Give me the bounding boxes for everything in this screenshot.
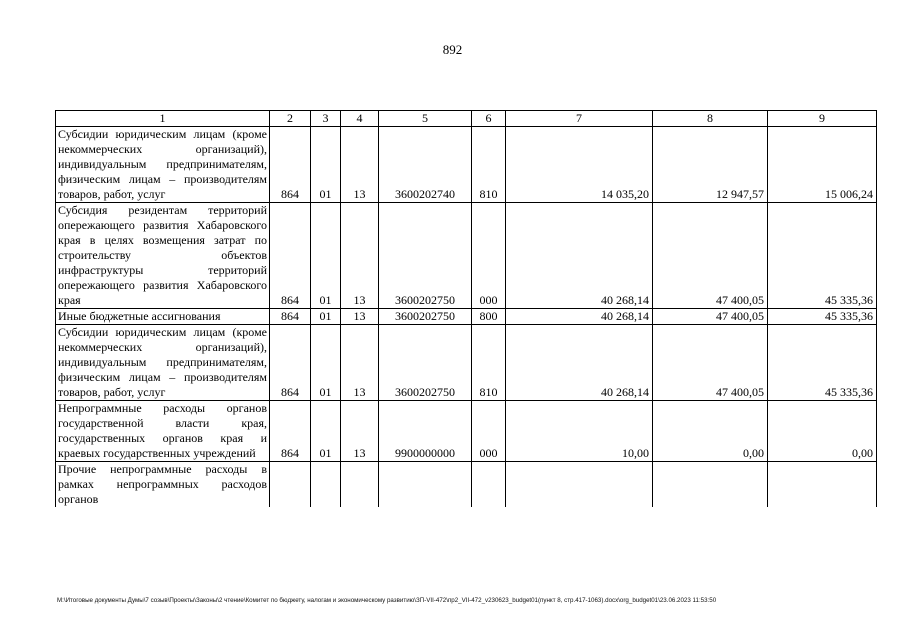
cell-amount-2: 0,00 — [653, 401, 768, 462]
cell-subsection: 13 — [341, 325, 379, 401]
cell-target: 3600202740 — [379, 127, 472, 203]
cell-amount-2: 47 400,05 — [653, 203, 768, 309]
cell-amount-3 — [768, 462, 877, 508]
cell-type — [472, 462, 506, 508]
cell-target: 3600202750 — [379, 309, 472, 325]
cell-amount-2 — [653, 462, 768, 508]
cell-adm: 864 — [270, 309, 311, 325]
cell-section: 01 — [311, 127, 341, 203]
cell-section: 01 — [311, 325, 341, 401]
cell-adm: 864 — [270, 203, 311, 309]
column-number-row — [56, 111, 877, 127]
col-header: 3 — [311, 111, 341, 127]
cell-adm — [270, 462, 311, 508]
cell-section: 01 — [311, 401, 341, 462]
row-name: Прочие непрограммные расходы в рамках непрограммных расходов органов — [56, 462, 270, 508]
cell-subsection: 13 — [341, 401, 379, 462]
row-name: Субсидии юридическим лицам (кроме некоммерческих организаций), индивидуальным предпринимателям, физическим лицам – производителям товаров, работ, услуг — [56, 127, 270, 203]
cell-target: 3600202750 — [379, 203, 472, 309]
row-name: Непрограммные расходы органов государственной власти края, государственных органов края и краевых государственных учреждений — [56, 401, 270, 462]
cell-amount-3: 0,00 — [768, 401, 877, 462]
cell-target: 9900000000 — [379, 401, 472, 462]
cell-amount-2: 47 400,05 — [653, 325, 768, 401]
cell-adm: 864 — [270, 325, 311, 401]
table-row — [56, 325, 877, 401]
row-name: Субсидия резидентам территорий опережающего развития Хабаровского края в целях возмещения затрат по строительству объектов инфраструктуры территорий опережающего развития Хабаровского края — [56, 203, 270, 309]
cell-amount-1: 40 268,14 — [506, 203, 653, 309]
row-name: Субсидии юридическим лицам (кроме некоммерческих организаций), индивидуальным предпринимателям, физическим лицам – производителям товаров, работ, услуг — [56, 325, 270, 401]
table-row — [56, 462, 877, 508]
table-row — [56, 127, 877, 203]
cell-type: 000 — [472, 203, 506, 309]
cell-target: 3600202750 — [379, 325, 472, 401]
cell-section: 01 — [311, 309, 341, 325]
cell-amount-2: 47 400,05 — [653, 309, 768, 325]
cell-amount-3: 15 006,24 — [768, 127, 877, 203]
cell-type: 000 — [472, 401, 506, 462]
cell-subsection: 13 — [341, 203, 379, 309]
cell-subsection: 13 — [341, 127, 379, 203]
table-row — [56, 203, 877, 309]
table-row — [56, 309, 877, 325]
cell-amount-3: 45 335,36 — [768, 203, 877, 309]
page-number: 892 — [442, 42, 463, 57]
col-header: 2 — [270, 111, 311, 127]
cell-target — [379, 462, 472, 508]
col-header: 8 — [653, 111, 768, 127]
footer-file-path: M:\Итоговые документы Думы\7 созыв\Проекты\Законы\2 чтение\Комитет по бюджету, налогам и экономическому развитию\ЗП-VII-472\пр2_VII-472_v230623_budget01(пункт 8, стр.417-1063).docx\org_budget01\23.06.2023 11:53:50 — [57, 597, 717, 604]
cell-section: 01 — [311, 203, 341, 309]
cell-adm: 864 — [270, 401, 311, 462]
cell-amount-3: 45 335,36 — [768, 309, 877, 325]
col-header: 7 — [506, 111, 653, 127]
cell-section — [311, 462, 341, 508]
cell-amount-1: 40 268,14 — [506, 309, 653, 325]
col-header: 9 — [768, 111, 877, 127]
cell-adm: 864 — [270, 127, 311, 203]
row-name: Иные бюджетные ассигнования — [56, 309, 270, 325]
cell-type: 810 — [472, 127, 506, 203]
cell-subsection: 13 — [341, 309, 379, 325]
col-header: 6 — [472, 111, 506, 127]
cell-amount-1: 10,00 — [506, 401, 653, 462]
cell-amount-1 — [506, 462, 653, 508]
col-header: 4 — [341, 111, 379, 127]
col-header: 1 — [56, 111, 270, 127]
cell-subsection — [341, 462, 379, 508]
cell-type: 810 — [472, 325, 506, 401]
cell-amount-3: 45 335,36 — [768, 325, 877, 401]
cell-type: 800 — [472, 309, 506, 325]
cell-amount-1: 14 035,20 — [506, 127, 653, 203]
cell-amount-1: 40 268,14 — [506, 325, 653, 401]
budget-table — [55, 110, 877, 507]
cell-amount-2: 12 947,57 — [653, 127, 768, 203]
col-header: 5 — [379, 111, 472, 127]
table-row — [56, 401, 877, 462]
